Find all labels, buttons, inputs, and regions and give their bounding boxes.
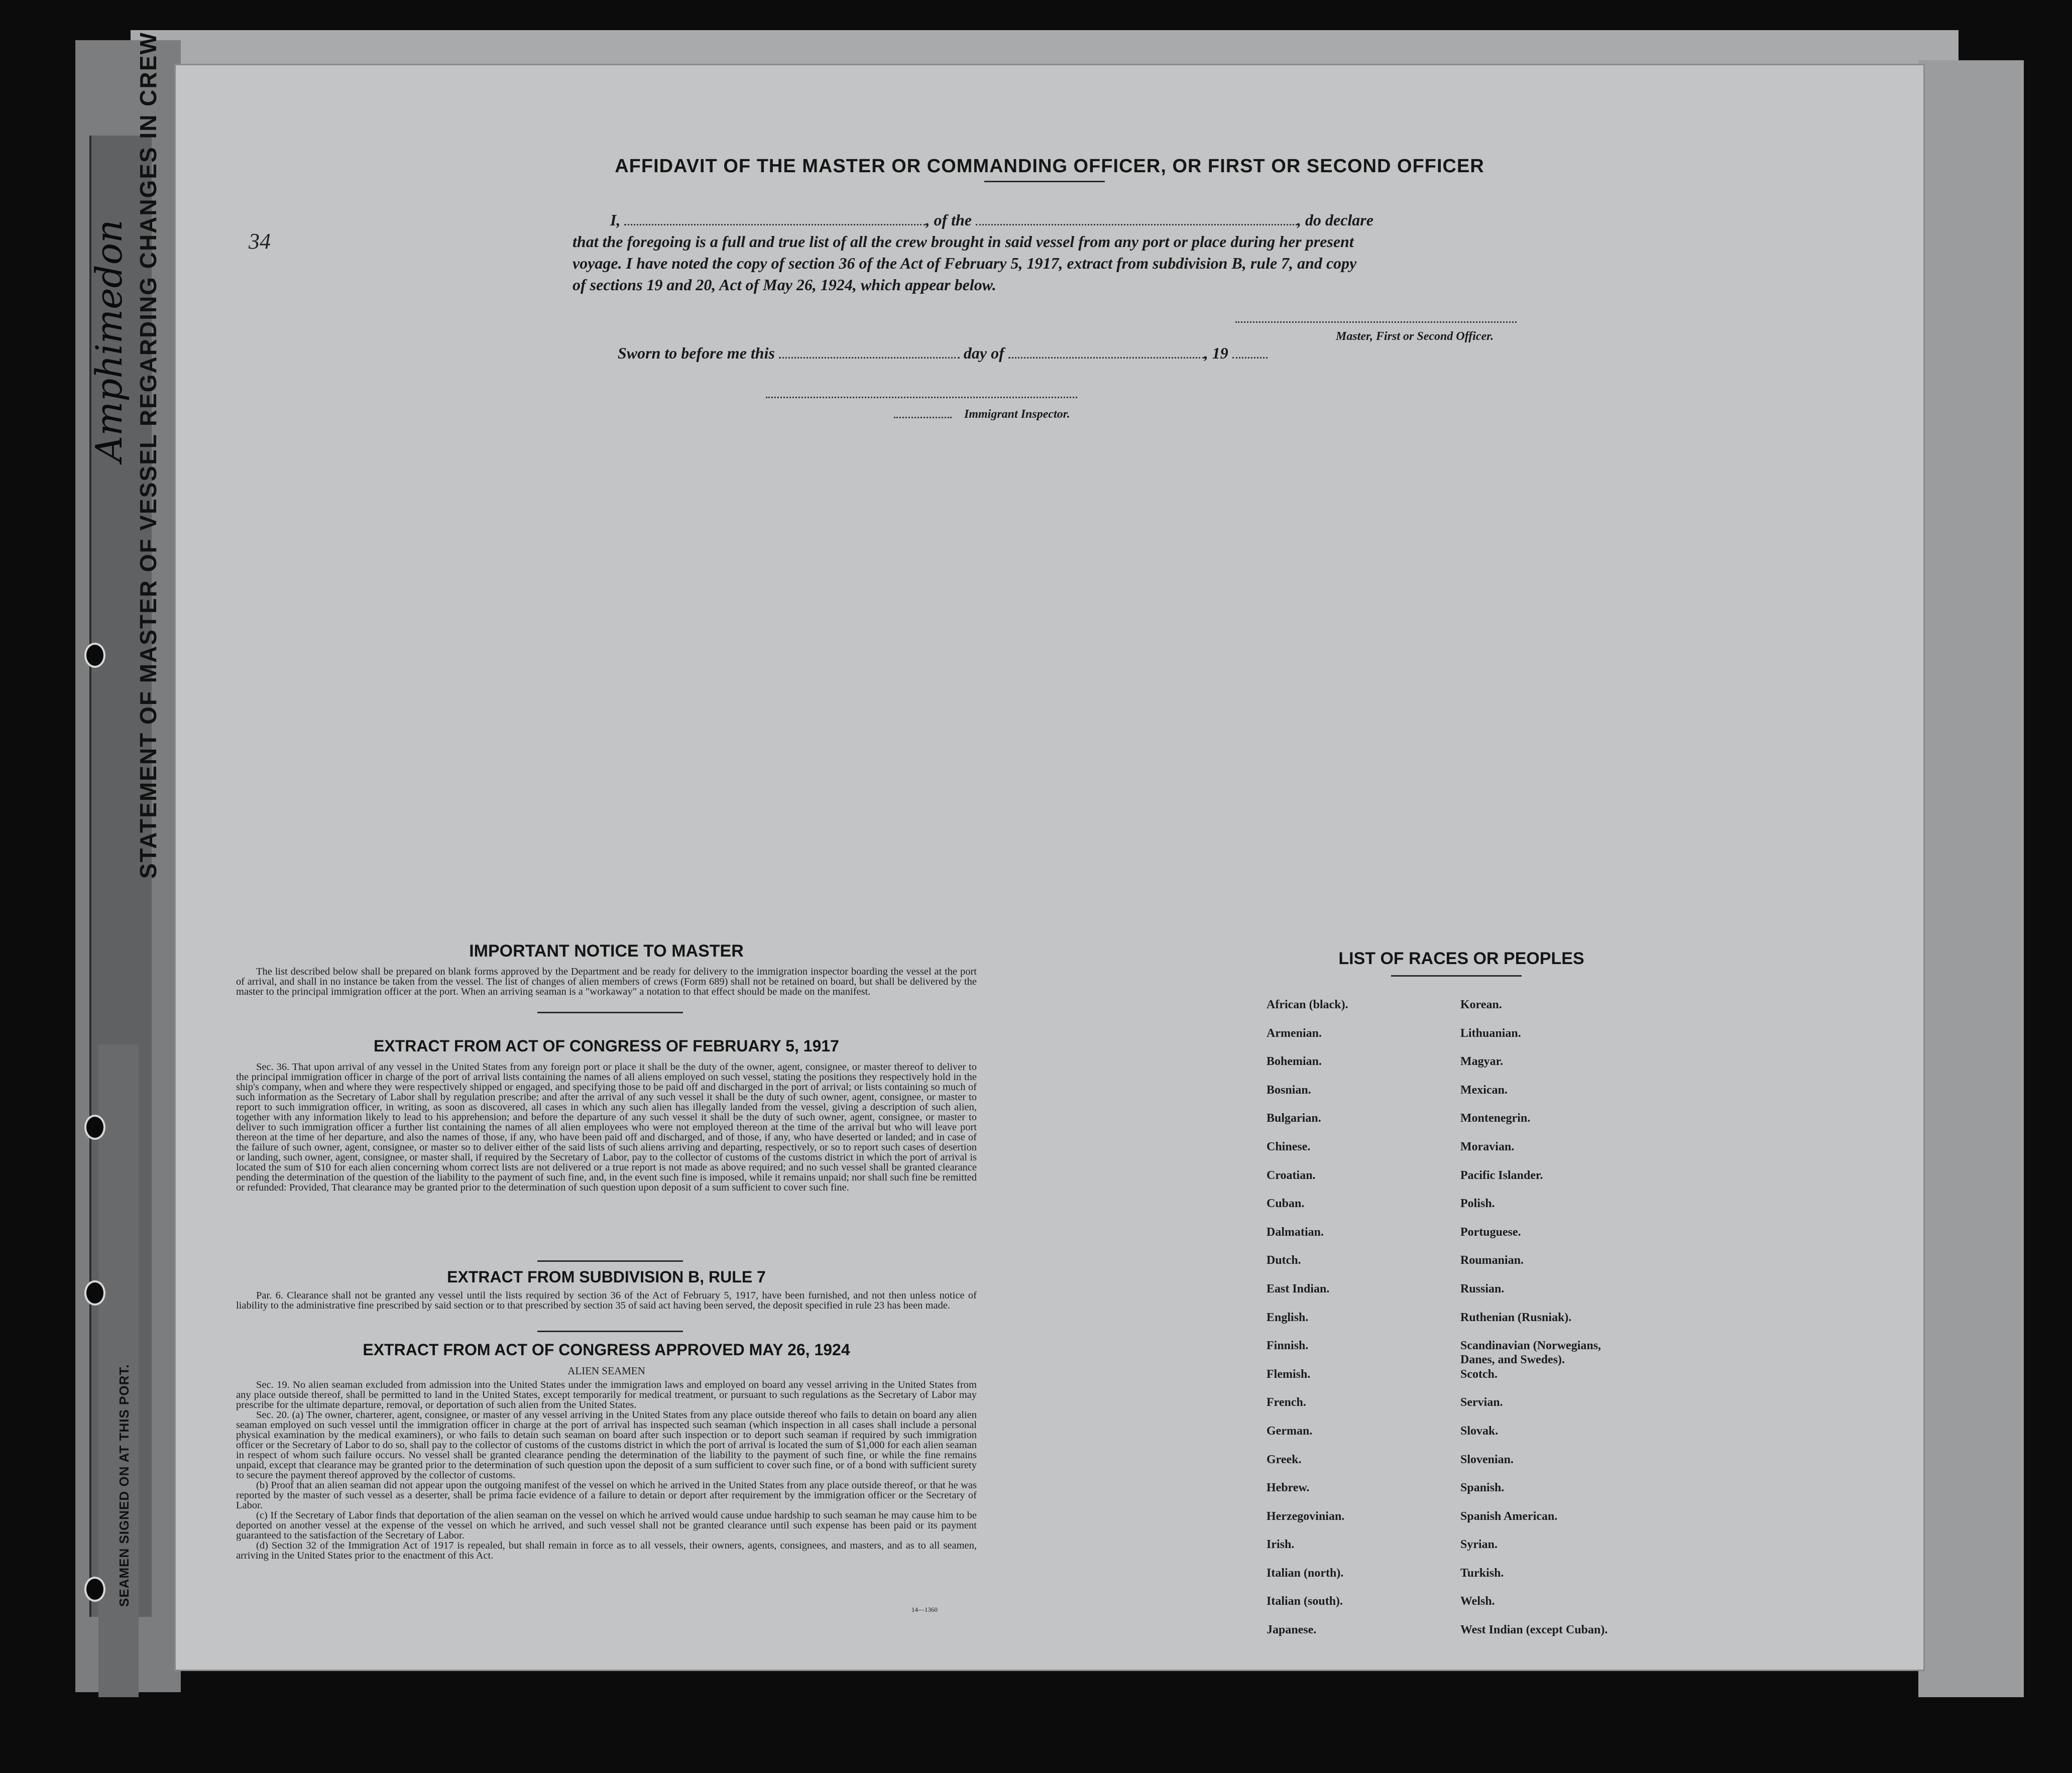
race-item: Welsh. [1460, 1595, 1495, 1608]
race-item: Ruthenian (Rusniak). [1460, 1311, 1572, 1324]
extract-1924-sec20c: (c) If the Secretary of Labor finds that deportation of the alien seaman on the vessel on which he arrived would cause undue hardship to such seaman he may cause him to be deported on another vessel at the expense of the vessel on which he arrived, and such vessel shall not be granted clearance until such expense has been paid or its payment guaranteed to the satisfaction of the Secretary of Labor. [236, 1510, 977, 1541]
sworn-text: Sworn to before me this [618, 344, 775, 362]
day-of-text: day of [963, 344, 1004, 362]
document-page [176, 65, 1923, 1670]
race-item: Slovak. [1460, 1424, 1499, 1438]
race-item: Greek. [1267, 1453, 1302, 1466]
races-title: LIST OF RACES OR PEOPLES [1338, 949, 1584, 968]
inspector-signature-line[interactable] [766, 397, 1077, 398]
race-item: Cuban. [1267, 1197, 1305, 1211]
race-item: West Indian (except Cuban). [1460, 1623, 1608, 1637]
race-item: Pacific Islander. [1460, 1168, 1543, 1182]
race-item: Slovenian. [1460, 1453, 1514, 1466]
affidavit-title: AFFIDAVIT OF THE MASTER OR COMMANDING OFFICER, OR FIRST OR SECOND OFFICER [615, 156, 1484, 177]
title-underline [984, 181, 1105, 182]
race-item: Finnish. [1267, 1339, 1309, 1353]
form-number: 14—1360 [911, 1606, 938, 1613]
race-item: Bosnian. [1267, 1083, 1311, 1097]
extract-1924-sec20b: (b) Proof that an alien seaman did not appear upon the outgoing manifest of the vessel on which he arrived in the United States from any place outside thereof, or that he was reported by the master of such vessel as a deserter, shall be prima facie evidence of a failure to detain or deport after requirement by the immigration officer or the Secretary of Labor. [236, 1480, 977, 1511]
race-item: African (black). [1267, 998, 1348, 1011]
notice-text [236, 967, 977, 997]
month-blank[interactable] [1008, 357, 1204, 359]
race-item: Herzegovinian. [1267, 1509, 1345, 1523]
race-item: Flemish. [1267, 1367, 1311, 1381]
extract-1924-sec20a: Sec. 20. (a) The owner, charterer, agent, consignee, or master of any vessel arriving in the United States from any place outside thereof who fails to detain on board any alien seaman employed on such vessel until the immigration officer in charge at the port of arrival has inspected such seaman (which inspection in all cases shall include a personal physical examination by the medical examiners), or who fails to detain such seaman on board after such inspection or to deport such seaman if required by such immigration officer or the Secretary of Labor to do so, shall pay to the collector of customs of the customs district in which the port of arrival is located the sum of $1,000 for each alien seaman in respect of whom such failure occurs. No vessel shall be granted clearance pending the determination of the liability to the payment of such fine, or while the fine remains unpaid, except that clearance may be granted prior to the determination of such question upon the deposit of a sum sufficient to cover such fine, or of a bond with sufficient surety to secure the payment thereof approved by the collector of customs. [236, 1409, 977, 1481]
race-item: Armenian. [1267, 1026, 1322, 1040]
extract-rule7-title: EXTRACT FROM SUBDIVISION B, RULE 7 [447, 1268, 766, 1286]
race-item: Bulgarian. [1267, 1112, 1321, 1125]
extract-1917-text [236, 1062, 977, 1193]
day-blank[interactable] [779, 357, 960, 359]
affidavit-of-the: , of the [926, 211, 972, 229]
handwritten-vessel-name: Amphimedon [88, 219, 130, 462]
races-title-underline [1391, 975, 1522, 977]
section-divider [537, 1331, 683, 1332]
punch-hole [84, 1577, 105, 1602]
section-divider [537, 1012, 683, 1013]
race-item: Chinese. [1267, 1140, 1311, 1153]
race-item: Dalmatian. [1267, 1225, 1324, 1239]
notice-paragraph: The list described below shall be prepared on blank forms approved by the Department and be ready for delivery to the immigration inspector boarding the vessel at the port of arrival, and shall in no instance be taken from the vessel. The list of changes of alien members of crews (Form 689) shall not be retained on board, but shall be delivered by the master to the principal immigration officer at the port. When an arriving seaman is a "workaway" a notation to that effect should be made on the manifest. [236, 966, 977, 997]
races-left-column [1267, 998, 1477, 1651]
notice-title: IMPORTANT NOTICE TO MASTER [469, 941, 744, 961]
race-item: Mexican. [1460, 1083, 1508, 1097]
race-item: Spanish American. [1460, 1509, 1558, 1523]
race-item: Magyar. [1460, 1055, 1504, 1069]
extract-1924-sec20d: (d) Section 32 of the Immigration Act of 1917 is repealed, but shall remain in force as to all vessels, their owners, agents, consignees, and masters, and as to all seamen, arriving in the United States prior to the enactment of this Act. [236, 1540, 977, 1561]
affidavit-declare: , do declare [1297, 211, 1373, 229]
race-item: Bohemian. [1267, 1055, 1322, 1069]
master-signature-caption: Master, First or Second Officer. [1336, 330, 1494, 343]
section-divider [537, 1260, 683, 1262]
extract-1917-title: EXTRACT FROM ACT OF CONGRESS OF FEBRUARY 5, 1917 [374, 1037, 839, 1055]
extract-rule7-paragraph: Par. 6. Clearance shall not be granted any vessel until the lists required by section 36 of the Act of February 5, 1917, have been furnished, and not then unless notice of liability to the administrative fine prescribed by said section or to that prescribed by section 35 of said act having been served, the deposit specified in rule 23 has been made. [236, 1290, 977, 1311]
race-item: French. [1267, 1396, 1306, 1409]
race-item: Russian. [1460, 1282, 1505, 1295]
race-item: German. [1267, 1424, 1313, 1438]
race-item: Italian (south). [1267, 1595, 1343, 1608]
year-text: , 19 [1204, 344, 1228, 362]
affidavit-line-2: that the foregoing is a full and true list of all the crew brought in said vessel from any port or place during her present [572, 232, 1354, 251]
race-item: Hebrew. [1267, 1481, 1310, 1495]
extract-rule7-text [236, 1290, 977, 1311]
inspector-dot-leader [894, 417, 952, 418]
extract-1924-title: EXTRACT FROM ACT OF CONGRESS APPROVED MAY 26, 1924 [363, 1341, 850, 1359]
underlying-page-right [1918, 60, 2024, 1697]
race-item: Montenegrin. [1460, 1112, 1531, 1125]
race-item: Turkish. [1460, 1566, 1504, 1580]
extract-1924-sec19: Sec. 19. No alien seaman excluded from admission into the United States under the immigration laws and employed on board any vessel arriving in the United States from any place outside thereof, shall be permitted to land in the United States, except temporarily for medical treatment, or pursuant to such regulations as the Secretary of Labor may prescribe for the ultimate departure, removal, or deportation of such alien from the United States. [236, 1379, 977, 1410]
punch-hole [84, 1280, 105, 1306]
race-item: Syrian. [1460, 1538, 1498, 1552]
race-item: Irish. [1267, 1538, 1295, 1552]
year-blank[interactable] [1232, 357, 1268, 359]
punch-hole [84, 643, 105, 668]
sworn-line [618, 344, 1268, 363]
margin-mark: 34 [249, 229, 271, 254]
race-item: Lithuanian. [1460, 1026, 1521, 1040]
race-item: Portuguese. [1460, 1225, 1521, 1239]
race-item: Roumanian. [1460, 1254, 1524, 1267]
affidavit-line-3: voyage. I have noted the copy of section 36 of the Act of February 5, 1917, extract from subdivision B, rule 7, and copy [572, 254, 1357, 272]
name-blank[interactable] [624, 224, 926, 225]
affidavit-i: I, [610, 211, 621, 229]
race-item: Servian. [1460, 1396, 1503, 1409]
race-item: Scandinavian (Norwegians, Danes, and Swedes). [1460, 1339, 1601, 1367]
race-item: Korean. [1460, 998, 1502, 1011]
extract-1917-paragraph: Sec. 36. That upon arrival of any vessel in the United States from any foreign port or place it shall be the duty of the owner, agent, consignee, or master thereof to deliver to the principal immigration officer in charge of the port of arrival lists containing the names of all aliens employed on such vessel, stating the positions they respectively hold in the ship's company, when and where they were respectively shipped or engaged, and specifying those to be paid off and discharged in the port of arrival; or lists containing so much of such information as the Secretary of Labor shall by regulation prescribe; and after the arrival of any such vessel it shall be the duty of such owner, agent, consignee, or master to report to such immigration officer, in writing, as soon as discovered, all cases in which any such alien has illegally landed from the vessel, giving a description of such alien, together with any information likely to lead to his apprehension; and before the departure of any such vessel it shall be the duty of such owner, agent, consignee, or master to deliver to such immigration officer a further list containing the names of all alien employees who were not employed thereon at the time of the arrival but who will leave port thereon at the time of her departure, and also the names of those, if any, who have been paid off and discharged, and of those, if any, who have deserted or landed; and in case of the failure of such owner, agent, consignee, or master so to deliver either of the said lists of such aliens arriving and departing, respectively, or so to report such cases of desertion or landing, such owner, agent, consignee, or master shall, if required by the Secretary of Labor, pay to the collector of customs of the customs district in which the port of arrival is located the sum of $10 for each alien concerning whom correct lists are not delivered or a true report is not made as above required; and no such vessel shall be granted clearance pending the determination of the question of the liability to the payment of such fine, and, in the event such fine is imposed, while it remains unpaid; nor shall such fine be remitted or refunded: Provided, That clearance may be granted prior to the determination of such question upon deposit of a sum sufficient to cover such fine. [236, 1061, 977, 1193]
race-item: Spanish. [1460, 1481, 1505, 1495]
race-item: English. [1267, 1311, 1309, 1324]
inspector-caption: Immigrant Inspector. [964, 408, 1070, 421]
vessel-blank[interactable] [976, 224, 1297, 225]
punch-hole [84, 1115, 105, 1140]
race-item: East Indian. [1267, 1282, 1330, 1295]
race-item: Japanese. [1267, 1623, 1317, 1637]
extract-1924-subtitle: ALIEN SEAMEN [567, 1365, 645, 1377]
vertical-form-heading: STATEMENT OF MASTER OF VESSEL REGARDING CHANGES IN CREW [135, 32, 161, 879]
races-right-column [1460, 998, 1742, 1651]
race-item: Dutch. [1267, 1254, 1301, 1267]
extract-1924-text [236, 1380, 977, 1561]
affidavit-line-1 [610, 211, 1715, 229]
race-item: Scotch. [1460, 1367, 1498, 1381]
race-item: Italian (north). [1267, 1566, 1344, 1580]
race-item: Croatian. [1267, 1168, 1316, 1182]
vertical-column-heading: SEAMEN SIGNED ON AT THIS PORT. [117, 1364, 132, 1607]
race-item: Polish. [1460, 1197, 1495, 1211]
affidavit-line-4: of sections 19 and 20, Act of May 26, 1924, which appear below. [572, 276, 996, 294]
race-item: Moravian. [1460, 1140, 1515, 1153]
master-signature-line[interactable] [1235, 321, 1517, 323]
